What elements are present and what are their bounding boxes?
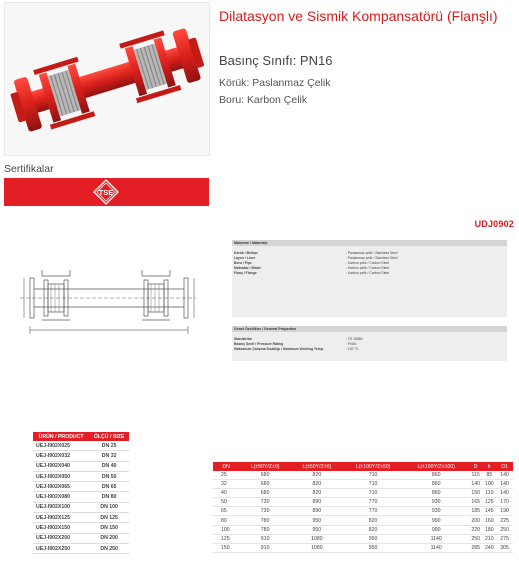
dimension-cell: 65 [213, 507, 239, 516]
general-value: : PN16 [346, 342, 357, 346]
dimension-cell: 950 [343, 543, 404, 552]
dimension-cell: 770 [343, 498, 404, 507]
dimension-cell: 140 [469, 480, 483, 489]
dimension-cell: 240 [483, 543, 497, 552]
table-row [33, 543, 129, 553]
bellow-material: Körük: Paslanmaz Çelik [219, 77, 331, 89]
dimension-cell: 140 [496, 489, 513, 498]
dimension-column-header: D1 [496, 462, 513, 471]
dimension-cell: 150 [213, 543, 239, 552]
dimension-column-header: L(±50Y/Z±0) [291, 462, 343, 471]
table-row [33, 441, 129, 451]
dimension-cell: 125 [483, 498, 497, 507]
dimension-cell: 820 [291, 471, 343, 480]
table-row [213, 480, 513, 489]
table-row [33, 513, 129, 523]
dimension-column-header: D [469, 462, 483, 471]
size-cell: DN 65 [89, 482, 129, 492]
dimension-cell: 210 [483, 534, 497, 543]
technical-drawing [6, 258, 206, 338]
general-header: Genel Özellikler / General Properties [232, 326, 507, 332]
table-row [33, 451, 129, 461]
dimension-cell: 910 [239, 543, 291, 552]
dimension-cell: 110 [483, 489, 497, 498]
dimension-cell: 225 [496, 516, 513, 525]
product-code-cell: UEJ-I902X125 [33, 513, 89, 523]
dimension-cell: 1140 [403, 543, 468, 552]
dimension-column-header: L(±100Y/Z±50) [343, 462, 404, 471]
dimension-cell: 140 [496, 471, 513, 480]
product-code-cell: UEJ-I902X080 [33, 492, 89, 502]
dimension-cell: 890 [291, 498, 343, 507]
product-code: UDJ0902 [474, 219, 514, 229]
dimension-cell: 860 [403, 480, 468, 489]
dimension-cell: 680 [239, 480, 291, 489]
dimension-cell: 860 [403, 471, 468, 480]
materials-value: : Karbon çelik / Carbon Steel [346, 271, 390, 275]
table-row [213, 498, 513, 507]
pipe-material: Boru: Karbon Çelik [219, 94, 308, 106]
tse-logo-text: TSE [98, 188, 114, 197]
dimension-cell: 770 [343, 507, 404, 516]
product-code-cell: UEJ-I902X250 [33, 543, 89, 553]
table-row [33, 482, 129, 492]
pressure-class: Basınç Sınıfı: PN16 [219, 53, 333, 68]
dimension-cell: 250 [469, 534, 483, 543]
product-title: Dilatasyon ve Sismik Kompansatörü (Flanşlı) [219, 8, 498, 24]
dimension-cell: 860 [403, 489, 468, 498]
table-row [213, 534, 513, 543]
size-cell: DN 100 [89, 502, 129, 512]
general-value: : TS 10880 [346, 337, 363, 341]
product-code-cell: UEJ-I902X050 [33, 471, 89, 481]
product-code-cell: UEJ-I902X100 [33, 502, 89, 512]
dimension-column-header: L(±50Y/Z±0) [239, 462, 291, 471]
table-row [213, 507, 513, 516]
dimension-cell: 680 [239, 489, 291, 498]
dimension-cell: 250 [496, 525, 513, 534]
dimension-cell: 150 [469, 489, 483, 498]
product-table [33, 432, 129, 554]
product-code-cell: UEJ-I902X065 [33, 482, 89, 492]
table-row [213, 471, 513, 480]
dimension-cell: 85 [483, 471, 497, 480]
general-value: : 120 °C [346, 347, 359, 351]
size-column-header: ÖLÇÜ / SIZE [89, 432, 129, 441]
dimension-cell: 950 [343, 534, 404, 543]
materials-key: Mafsallar / Blade [234, 266, 261, 270]
materials-value: : Paslanmaz çelik / Stainless Steel [346, 256, 398, 260]
table-row [213, 543, 513, 552]
table-row [213, 489, 513, 498]
materials-key: Boru / Pipe [234, 261, 252, 265]
dimension-cell: 170 [496, 498, 513, 507]
dimension-cell: 305 [496, 543, 513, 552]
dimension-cell: 1140 [403, 534, 468, 543]
materials-value: : Karbon çelik / Carbon Steel [346, 266, 390, 270]
product-code-cell: UEJ-I902X040 [33, 461, 89, 471]
materials-key: Körük / Bellow [234, 251, 258, 255]
dimension-cell: 50 [213, 498, 239, 507]
size-cell: DN 150 [89, 523, 129, 533]
dimension-cell: 1080 [291, 534, 343, 543]
size-cell: DN 25 [89, 441, 129, 451]
dimension-cell: 710 [343, 471, 404, 480]
general-key: Basınç Sınıfı / Pressure Rating [234, 342, 284, 346]
materials-key: Laynır / Liner [234, 256, 256, 260]
dimension-cell: 820 [291, 480, 343, 489]
dimension-table-header [213, 462, 513, 471]
size-cell: DN 80 [89, 492, 129, 502]
general-panel [232, 326, 507, 361]
materials-row [232, 271, 507, 276]
materials-key: Flanş / Flange [234, 271, 257, 275]
table-row [213, 525, 513, 534]
dimension-cell: 275 [496, 534, 513, 543]
dimension-cell: 930 [403, 507, 468, 516]
dimension-cell: 220 [469, 525, 483, 534]
table-row [33, 502, 129, 512]
dimension-table [213, 462, 513, 553]
table-row [33, 461, 129, 471]
size-cell: DN 125 [89, 513, 129, 523]
materials-panel [232, 240, 507, 317]
tse-logo-icon [4, 178, 209, 206]
dimension-cell: 190 [496, 507, 513, 516]
materials-header: Malzeme / Materials [232, 240, 507, 246]
dimension-cell: 780 [239, 525, 291, 534]
dimension-cell: 820 [343, 516, 404, 525]
product-code-cell: UEJ-I902X025 [33, 441, 89, 451]
dimension-cell: 930 [403, 498, 468, 507]
size-cell: DN 250 [89, 543, 129, 553]
table-row [33, 492, 129, 502]
dimension-cell: 820 [343, 525, 404, 534]
dimension-cell: 160 [483, 516, 497, 525]
general-row [232, 347, 507, 352]
dimension-cell: 710 [343, 480, 404, 489]
dimension-cell: 285 [469, 543, 483, 552]
product-code-cell: UEJ-I902X032 [33, 451, 89, 461]
table-row [33, 523, 129, 533]
dimension-cell: 710 [343, 489, 404, 498]
table-row [33, 471, 129, 481]
dimension-cell: 680 [239, 471, 291, 480]
materials-value: : Paslanmaz çelik / Stainless Steel [346, 251, 398, 255]
dimension-cell: 730 [239, 498, 291, 507]
dimension-cell: 125 [213, 534, 239, 543]
dimension-cell: 910 [239, 534, 291, 543]
dimension-cell: 100 [213, 525, 239, 534]
dimension-cell: 100 [483, 480, 497, 489]
dimension-cell: 40 [213, 489, 239, 498]
dimension-cell: 990 [403, 525, 468, 534]
dimension-column-header: DN [213, 462, 239, 471]
materials-value: : Karbon çelik / Carbon Steel [346, 261, 390, 265]
size-cell: DN 32 [89, 451, 129, 461]
table-row [213, 516, 513, 525]
dimension-cell: 80 [213, 516, 239, 525]
table-row [33, 533, 129, 543]
dimension-cell: 780 [239, 516, 291, 525]
size-cell: DN 40 [89, 461, 129, 471]
dimension-cell: 180 [483, 525, 497, 534]
dimension-cell: 950 [291, 525, 343, 534]
dimension-cell: 990 [403, 516, 468, 525]
product-code-cell: UEJ-I902X150 [33, 523, 89, 533]
general-key: Standartlar [234, 337, 252, 341]
dimension-cell: 950 [291, 516, 343, 525]
product-code-cell: UEJ-I902X200 [33, 533, 89, 543]
dimension-cell: 165 [469, 498, 483, 507]
certificates-label: Sertifikalar [4, 163, 54, 175]
dimension-cell: 140 [496, 480, 513, 489]
product-photo [4, 2, 210, 156]
drawing-svg [6, 258, 206, 338]
dimension-cell: 115 [469, 471, 483, 480]
dimension-cell: 890 [291, 507, 343, 516]
general-key: Maksimum Çalışma Sıcaklığı / Maximum Working Temp. [234, 347, 324, 351]
dimension-cell: 25 [213, 471, 239, 480]
product-table-header [33, 432, 129, 441]
compensator-image [5, 3, 209, 155]
dimension-cell: 32 [213, 480, 239, 489]
dimension-column-header: L(±100Y/Z±100) [403, 462, 468, 471]
dimension-cell: 185 [469, 507, 483, 516]
dimension-column-header: k [483, 462, 497, 471]
dimension-cell: 200 [469, 516, 483, 525]
size-cell: DN 200 [89, 533, 129, 543]
dimension-cell: 730 [239, 507, 291, 516]
dimension-cell: 820 [291, 489, 343, 498]
product-column-header: ÜRÜN / PRODUCT [33, 432, 89, 441]
dimension-cell: 1080 [291, 543, 343, 552]
certificates-bar [4, 178, 209, 206]
dimension-cell: 145 [483, 507, 497, 516]
size-cell: DN 50 [89, 471, 129, 481]
